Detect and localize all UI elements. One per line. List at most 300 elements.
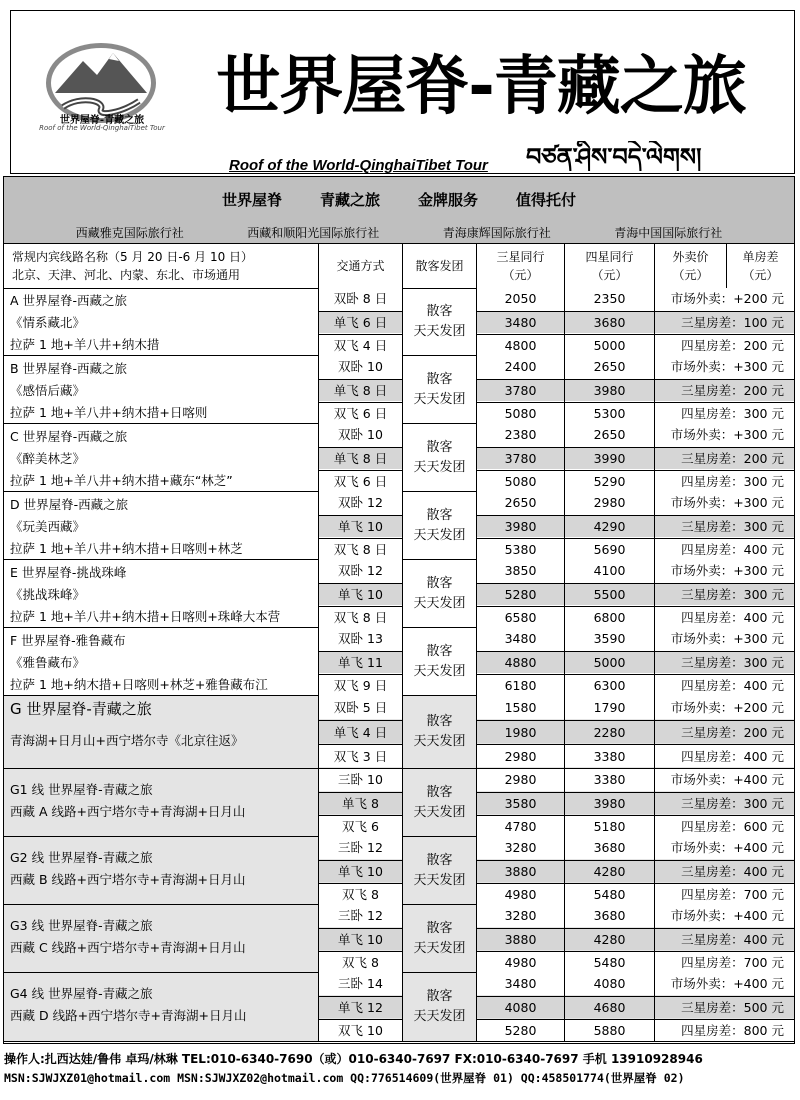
four-star-price-cell: 3380 xyxy=(565,769,654,791)
transport-cell: 单飞 8 日 xyxy=(319,447,402,469)
page-title: 世界屋脊-青藏之旅 xyxy=(216,50,746,124)
surcharge-cell: 市场外卖：+300 元 xyxy=(655,356,794,378)
surcharge-cell-column xyxy=(654,424,794,491)
route-name-line: 《醉美林芝》 xyxy=(10,451,86,466)
three-star-price-cell: 5080 xyxy=(477,402,564,424)
route-group xyxy=(4,769,794,837)
three-star-price-cell: 3880 xyxy=(477,860,564,882)
route-name-cell xyxy=(4,356,318,423)
three-star-price-cell: 3850 xyxy=(477,560,564,582)
four-star-header-label: 四星同行 xyxy=(585,250,634,264)
transport-cell: 双飞 9 日 xyxy=(319,674,402,696)
four-star-price-cell: 5290 xyxy=(565,470,654,492)
route-name-line: 西藏 C 线路+西宁塔尔寺+青海湖+日月山 xyxy=(10,940,246,955)
departure-cell xyxy=(402,288,476,355)
three-star-price-cell: 2050 xyxy=(477,288,564,310)
departure-cell xyxy=(402,560,476,627)
four-star-header-unit: （元） xyxy=(591,268,628,282)
three-star-price-cell: 4780 xyxy=(477,815,564,837)
departure-cell xyxy=(402,837,476,904)
transport-cell: 单飞 10 xyxy=(319,860,402,882)
four-star-price-cell: 2650 xyxy=(565,356,654,378)
transport-cell: 单飞 8 日 xyxy=(319,379,402,401)
surcharge-cell-column xyxy=(654,492,794,559)
four-star-price-cell: 3680 xyxy=(565,905,654,927)
transport-cell: 双飞 8 日 xyxy=(319,538,402,560)
three-star-price-cell: 4800 xyxy=(477,334,564,356)
surcharge-cell: 三星房差：300 元 xyxy=(655,792,794,814)
surcharge-cell-column xyxy=(654,628,794,695)
surcharge-cell: 市场外卖：+400 元 xyxy=(655,837,794,859)
three-star-price-cell: 5080 xyxy=(477,470,564,492)
surcharge-cell-column xyxy=(654,837,794,904)
four-star-price-cell-column xyxy=(564,837,654,904)
transport-cell: 单飞 10 xyxy=(319,928,402,950)
contact-line-2: MSN:SJWJXZ01@hotmail.com MSN:SJWJXZ02@hotmail.com QQ:776514609(世界屋脊 01) QQ:458501774(世界屋脊 02) xyxy=(4,1071,685,1085)
departure-text: 散客 xyxy=(426,989,453,1004)
route-name-line: G3 线 世界屋脊-青藏之旅 xyxy=(10,918,153,933)
route-name-line: D 世界屋脊-西藏之旅 xyxy=(10,497,129,512)
departure-cell xyxy=(402,424,476,491)
transport-cell: 双飞 6 日 xyxy=(319,402,402,424)
three-star-price-cell-column xyxy=(476,492,564,559)
route-name-line: 西藏 D 线路+西宁塔尔寺+青海湖+日月山 xyxy=(10,1008,247,1023)
route-name-cell xyxy=(4,628,318,695)
slogan-3: 金牌服务 xyxy=(418,190,479,209)
three-star-price-cell: 6180 xyxy=(477,674,564,696)
four-star-price-cell: 5300 xyxy=(565,402,654,424)
four-star-price-cell: 3590 xyxy=(565,628,654,650)
three-star-price-cell: 3280 xyxy=(477,905,564,927)
departure-header-label: 散客发团 xyxy=(415,259,464,273)
slogan-1: 世界屋脊 xyxy=(221,190,282,209)
three-star-price-cell: 4080 xyxy=(477,996,564,1018)
transport-cell-column xyxy=(318,288,402,355)
four-star-price-cell-column xyxy=(564,905,654,972)
route-group xyxy=(4,696,794,769)
transport-cell-column xyxy=(318,905,402,972)
surcharge-cell: 市场外卖：+400 元 xyxy=(655,769,794,791)
three-star-price-cell-column xyxy=(476,560,564,627)
transport-cell: 双飞 6 xyxy=(319,815,402,837)
single-room-header-unit: （元） xyxy=(742,268,779,282)
route-name-cell xyxy=(4,837,318,904)
transport-cell: 三卧 12 xyxy=(319,905,402,927)
three-star-price-cell: 2980 xyxy=(477,769,564,791)
price-table xyxy=(3,176,795,1044)
three-star-price-cell: 3480 xyxy=(477,311,564,333)
four-star-price-cell: 3680 xyxy=(565,311,654,333)
four-star-price-cell: 2350 xyxy=(565,288,654,310)
route-header-line1: 常规内宾线路名称（5 月 20 日-6 月 10 日） xyxy=(12,250,254,264)
three-star-price-cell: 4980 xyxy=(477,883,564,905)
three-star-price-cell: 3580 xyxy=(477,792,564,814)
transport-cell-column xyxy=(318,973,402,1041)
route-name-line: 《情系藏北》 xyxy=(10,315,86,330)
route-group xyxy=(4,905,794,973)
three-star-price-cell: 6580 xyxy=(477,606,564,628)
surcharge-cell: 市场外卖：+400 元 xyxy=(655,973,794,995)
four-star-price-cell: 6800 xyxy=(565,606,654,628)
surcharge-cell-column xyxy=(654,769,794,836)
route-name-line: 拉萨 1 地+羊八井+纳木措+藏东“林芝” xyxy=(10,473,233,488)
departure-text: 散客 xyxy=(426,303,453,319)
four-star-price-cell: 3380 xyxy=(565,744,654,767)
transport-cell: 双卧 13 xyxy=(319,628,402,650)
departure-cell xyxy=(402,356,476,423)
four-star-price-cell: 5180 xyxy=(565,815,654,837)
column-header-row xyxy=(4,243,794,289)
three-star-price-cell: 3480 xyxy=(477,628,564,650)
departure-text: 天天发团 xyxy=(413,804,466,820)
four-star-price-cell: 1790 xyxy=(565,696,654,719)
route-group xyxy=(4,973,794,1042)
three-star-price-cell: 5280 xyxy=(477,583,564,605)
agency-2: 西藏和顺阳光国际旅行社 xyxy=(247,225,380,240)
surcharge-cell: 三星房差：200 元 xyxy=(655,447,794,469)
surcharge-cell: 三星房差：400 元 xyxy=(655,928,794,950)
surcharge-cell: 市场外卖：+300 元 xyxy=(655,492,794,514)
route-name-line: G2 线 世界屋脊-青藏之旅 xyxy=(10,850,153,865)
four-star-price-cell: 3990 xyxy=(565,447,654,469)
logo-caption: 世界屋脊-青藏之旅 xyxy=(59,115,145,126)
three-star-price-cell: 3880 xyxy=(477,928,564,950)
four-star-price-cell: 2980 xyxy=(565,492,654,514)
transport-cell: 三卧 12 xyxy=(319,837,402,859)
four-star-price-cell: 5500 xyxy=(565,583,654,605)
transport-cell: 双卧 8 日 xyxy=(319,288,402,310)
surcharge-cell-column xyxy=(654,973,794,1041)
three-star-price-cell: 3280 xyxy=(477,837,564,859)
route-group xyxy=(4,628,794,696)
surcharge-cell: 四星房差：800 元 xyxy=(655,1019,794,1041)
route-name-line: B 世界屋脊-西藏之旅 xyxy=(10,361,128,376)
transport-cell-column xyxy=(318,356,402,423)
four-star-price-cell: 3980 xyxy=(565,792,654,814)
three-star-price-cell-column xyxy=(476,628,564,695)
route-name-line: E 世界屋脊-挑战珠峰 xyxy=(10,565,127,580)
transport-cell: 双飞 10 xyxy=(319,1019,402,1041)
transport-cell-column xyxy=(318,492,402,559)
transport-cell: 单飞 10 xyxy=(319,515,402,537)
route-name-line: 西藏 A 线路+西宁塔尔寺+青海湖+日月山 xyxy=(10,804,246,819)
three-star-price-cell: 2980 xyxy=(477,744,564,767)
route-name-cell xyxy=(4,288,318,355)
route-name-line: 《感悟后藏》 xyxy=(10,383,86,398)
three-star-price-cell: 3480 xyxy=(477,973,564,995)
departure-text: 天天发团 xyxy=(413,872,466,888)
four-star-price-cell: 4280 xyxy=(565,928,654,950)
surcharge-cell: 市场外卖：+400 元 xyxy=(655,905,794,927)
surcharge-cell-column xyxy=(654,905,794,972)
route-name-cell xyxy=(4,905,318,972)
agency-4: 青海中国国际旅行社 xyxy=(614,225,723,240)
route-group xyxy=(4,288,794,356)
route-name-line: 青海湖+日月山+西宁塔尔寺《北京往返》 xyxy=(10,733,244,748)
three-star-header-label: 三星同行 xyxy=(496,250,545,264)
departure-cell xyxy=(402,696,476,768)
surcharge-cell: 四星房差：400 元 xyxy=(655,606,794,628)
surcharge-cell-column xyxy=(654,560,794,627)
route-name-line: 《玩美西藏》 xyxy=(10,519,86,534)
route-name-cell xyxy=(4,424,318,491)
route-header-line2: 北京、天津、河北、内蒙、东北、市场通用 xyxy=(12,268,241,282)
four-star-price-cell: 3980 xyxy=(565,379,654,401)
route-group xyxy=(4,356,794,424)
contact-line-1: 操作人:扎西达娃/鲁伟 卓玛/林琳 TEL:010-6340-7690（或）010-6340-7697 FX:010-6340-7697 手机 13910928946 xyxy=(4,1052,703,1066)
transport-cell-column xyxy=(318,560,402,627)
departure-text: 天天发团 xyxy=(413,595,466,611)
surcharge-cell: 市场外卖：+300 元 xyxy=(655,628,794,650)
four-star-price-cell-column xyxy=(564,973,654,1041)
three-star-price-cell: 3980 xyxy=(477,515,564,537)
three-star-price-cell: 5380 xyxy=(477,538,564,560)
four-star-price-cell: 6300 xyxy=(565,674,654,696)
three-star-price-cell-column xyxy=(476,288,564,355)
route-name-line: G 世界屋脊-青藏之旅 xyxy=(10,700,152,718)
transport-cell: 双卧 10 xyxy=(319,356,402,378)
surcharge-cell: 三星房差：200 元 xyxy=(655,379,794,401)
route-name-line: G4 线 世界屋脊-青藏之旅 xyxy=(10,986,153,1001)
four-star-price-cell-column xyxy=(564,492,654,559)
surcharge-cell: 三星房差：500 元 xyxy=(655,996,794,1018)
three-star-price-cell: 5280 xyxy=(477,1019,564,1041)
route-name-cell xyxy=(4,769,318,836)
route-name-line: 《雅鲁藏布》 xyxy=(10,655,86,670)
departure-cell xyxy=(402,628,476,695)
departure-text: 散客 xyxy=(426,920,453,936)
departure-text: 散客 xyxy=(426,784,453,800)
route-name-cell xyxy=(4,696,318,768)
four-star-price-cell: 2650 xyxy=(565,424,654,446)
three-star-price-cell: 3780 xyxy=(477,379,564,401)
english-subtitle: Roof of the World-QinghaiTibet Tour xyxy=(229,157,488,174)
three-star-price-cell-column xyxy=(476,424,564,491)
four-star-price-cell: 4100 xyxy=(565,560,654,582)
departure-column-header xyxy=(402,244,476,288)
route-name-cell xyxy=(4,492,318,559)
departure-text: 散客 xyxy=(426,852,453,868)
transport-cell: 双飞 8 日 xyxy=(319,606,402,628)
tibetan-text: བཙན་ཤིས་བདེ་ལེགས། xyxy=(526,143,702,171)
three-star-price-cell: 3780 xyxy=(477,447,564,469)
four-star-price-cell: 5480 xyxy=(565,883,654,905)
transport-cell: 双卧 10 xyxy=(319,424,402,446)
four-star-price-cell: 3680 xyxy=(565,837,654,859)
four-star-price-cell: 4290 xyxy=(565,515,654,537)
route-name-line: 拉萨 1 地+羊八井+纳木措+日喀则 xyxy=(10,405,208,420)
three-star-column-header xyxy=(476,244,564,288)
surcharge-cell: 市场外卖：+300 元 xyxy=(655,424,794,446)
four-star-price-cell-column xyxy=(564,696,654,768)
three-star-price-cell: 4880 xyxy=(477,651,564,673)
transport-cell-column xyxy=(318,628,402,695)
three-star-price-cell-column xyxy=(476,769,564,836)
surcharge-cell: 四星房差：200 元 xyxy=(655,334,794,356)
surcharge-cell: 三星房差：300 元 xyxy=(655,583,794,605)
transport-column-header xyxy=(318,244,402,288)
departure-text: 散客 xyxy=(426,439,453,455)
three-star-price-cell-column xyxy=(476,696,564,768)
transport-cell: 单飞 8 xyxy=(319,792,402,814)
four-star-price-cell-column xyxy=(564,560,654,627)
route-name-line: G1 线 世界屋脊-青藏之旅 xyxy=(10,782,153,797)
transport-cell-column xyxy=(318,837,402,904)
departure-text: 天天发团 xyxy=(413,391,466,407)
agency-3: 青海康辉国际旅行社 xyxy=(442,225,551,240)
three-star-price-cell: 2400 xyxy=(477,356,564,378)
four-star-price-cell-column xyxy=(564,769,654,836)
surcharge-cell-column xyxy=(654,696,794,768)
departure-text: 天天发团 xyxy=(413,940,466,956)
transport-cell: 双卧 5 日 xyxy=(319,696,402,719)
surcharge-cell-column xyxy=(654,356,794,423)
transport-cell: 单飞 6 日 xyxy=(319,311,402,333)
agency-band xyxy=(4,221,794,243)
three-star-price-cell-column xyxy=(476,356,564,423)
four-star-price-cell: 5690 xyxy=(565,538,654,560)
surcharge-cell: 市场外卖：+200 元 xyxy=(655,696,794,719)
departure-text: 天天发团 xyxy=(413,527,466,543)
surcharge-cell: 三星房差：100 元 xyxy=(655,311,794,333)
departure-text: 散客 xyxy=(426,507,453,523)
route-group xyxy=(4,492,794,560)
departure-cell xyxy=(402,905,476,972)
four-star-price-cell: 4280 xyxy=(565,860,654,882)
departure-cell xyxy=(402,492,476,559)
transport-cell: 单飞 10 xyxy=(319,583,402,605)
four-star-price-cell: 5000 xyxy=(565,334,654,356)
surcharge-cell: 四星房差：300 元 xyxy=(655,402,794,424)
three-star-header-unit: （元） xyxy=(502,268,539,282)
departure-text: 天天发团 xyxy=(413,323,466,339)
route-name-line: 拉萨 1 地+羊八井+纳木措+日喀则+珠峰大本营 xyxy=(10,609,281,624)
route-name-line: 拉萨 1 地+纳木措+日喀则+林芝+雅鲁藏布江 xyxy=(10,677,268,692)
transport-header-label: 交通方式 xyxy=(336,259,385,273)
surcharge-cell: 四星房差：700 元 xyxy=(655,951,794,973)
departure-cell xyxy=(402,769,476,836)
transport-cell: 三卧 14 xyxy=(319,973,402,995)
four-star-price-cell: 2280 xyxy=(565,720,654,743)
tibetan-script-icon xyxy=(526,141,796,171)
route-name-line xyxy=(10,720,318,730)
transport-cell: 双飞 3 日 xyxy=(319,744,402,767)
four-star-price-cell-column xyxy=(564,288,654,355)
route-name-line: 拉萨 1 地+羊八井+纳木措+日喀则+林芝 xyxy=(10,541,243,556)
surcharge-cell: 市场外卖：+300 元 xyxy=(655,560,794,582)
route-group xyxy=(4,424,794,492)
transport-cell: 单飞 12 xyxy=(319,996,402,1018)
surcharge-cell: 四星房差：400 元 xyxy=(655,538,794,560)
four-star-price-cell: 5000 xyxy=(565,651,654,673)
route-group xyxy=(4,560,794,628)
slogan-2: 青藏之旅 xyxy=(319,190,380,209)
departure-cell xyxy=(402,973,476,1041)
four-star-price-cell: 5480 xyxy=(565,951,654,973)
three-star-price-cell-column xyxy=(476,837,564,904)
surcharge-cell: 三星房差：300 元 xyxy=(655,515,794,537)
departure-text: 天天发团 xyxy=(413,459,466,475)
logo-caption-english: Roof of the World-QinghaiTibet Tour xyxy=(39,124,165,132)
route-name-line: 西藏 B 线路+西宁塔尔寺+青海湖+日月山 xyxy=(10,872,246,887)
single-room-header-label: 单房差 xyxy=(742,250,779,264)
departure-text: 散客 xyxy=(426,643,453,659)
single-room-column-header xyxy=(726,244,794,288)
departure-text: 散客 xyxy=(426,714,453,729)
three-star-price-cell: 1980 xyxy=(477,720,564,743)
transport-cell: 单飞 11 xyxy=(319,651,402,673)
route-name-cell xyxy=(4,560,318,627)
transport-cell: 双飞 8 xyxy=(319,883,402,905)
retail-column-header xyxy=(654,244,726,288)
surcharge-cell: 三星房差：200 元 xyxy=(655,720,794,743)
surcharge-cell: 四星房差：700 元 xyxy=(655,883,794,905)
slogan-4: 值得托付 xyxy=(516,190,577,209)
four-star-price-cell: 4680 xyxy=(565,996,654,1018)
transport-cell: 双飞 4 日 xyxy=(319,334,402,356)
surcharge-cell: 四星房差：600 元 xyxy=(655,815,794,837)
agency-1: 西藏雅克国际旅行社 xyxy=(75,225,184,240)
departure-text: 散客 xyxy=(426,371,453,387)
departure-text: 天天发团 xyxy=(413,1009,466,1024)
three-star-price-cell: 4980 xyxy=(477,951,564,973)
four-star-price-cell: 4080 xyxy=(565,973,654,995)
route-name-line: 拉萨 1 地+羊八井+纳木措 xyxy=(10,337,160,352)
transport-cell-column xyxy=(318,769,402,836)
transport-cell: 双飞 8 xyxy=(319,951,402,973)
three-star-price-cell: 2380 xyxy=(477,424,564,446)
surcharge-cell: 市场外卖：+200 元 xyxy=(655,288,794,310)
surcharge-cell: 四星房差：400 元 xyxy=(655,674,794,696)
route-name-cell xyxy=(4,973,318,1041)
three-star-price-cell: 2650 xyxy=(477,492,564,514)
four-star-column-header xyxy=(564,244,654,288)
departure-text: 天天发团 xyxy=(413,734,466,749)
route-group xyxy=(4,837,794,905)
surcharge-cell: 三星房差：400 元 xyxy=(655,860,794,882)
three-star-price-cell-column xyxy=(476,905,564,972)
four-star-price-cell-column xyxy=(564,424,654,491)
route-name-line: 《挑战珠峰》 xyxy=(10,587,86,602)
retail-header-unit: （元） xyxy=(672,268,709,282)
slogan-band xyxy=(4,177,794,221)
transport-cell: 单飞 4 日 xyxy=(319,720,402,743)
route-column-header xyxy=(4,244,318,288)
route-name-line: C 世界屋脊-西藏之旅 xyxy=(10,429,128,444)
surcharge-cell: 四星房差：400 元 xyxy=(655,744,794,767)
transport-cell: 双卧 12 xyxy=(319,492,402,514)
surcharge-cell: 三星房差：300 元 xyxy=(655,651,794,673)
transport-cell: 双飞 6 日 xyxy=(319,470,402,492)
departure-text: 天天发团 xyxy=(413,663,466,679)
departure-text: 散客 xyxy=(426,575,453,591)
transport-cell: 双卧 12 xyxy=(319,560,402,582)
four-star-price-cell: 5880 xyxy=(565,1019,654,1041)
route-name-line: F 世界屋脊-雅鲁藏布 xyxy=(10,633,126,648)
surcharge-cell-column xyxy=(654,288,794,355)
four-star-price-cell-column xyxy=(564,356,654,423)
surcharge-cell: 四星房差：300 元 xyxy=(655,470,794,492)
route-name-line: A 世界屋脊-西藏之旅 xyxy=(10,293,128,308)
three-star-price-cell-column xyxy=(476,973,564,1041)
transport-cell: 三卧 10 xyxy=(319,769,402,791)
contact-footer xyxy=(4,1050,794,1088)
three-star-price-cell: 1580 xyxy=(477,696,564,719)
header-panel xyxy=(10,10,795,174)
transport-cell-column xyxy=(318,696,402,768)
transport-cell-column xyxy=(318,424,402,491)
four-star-price-cell-column xyxy=(564,628,654,695)
